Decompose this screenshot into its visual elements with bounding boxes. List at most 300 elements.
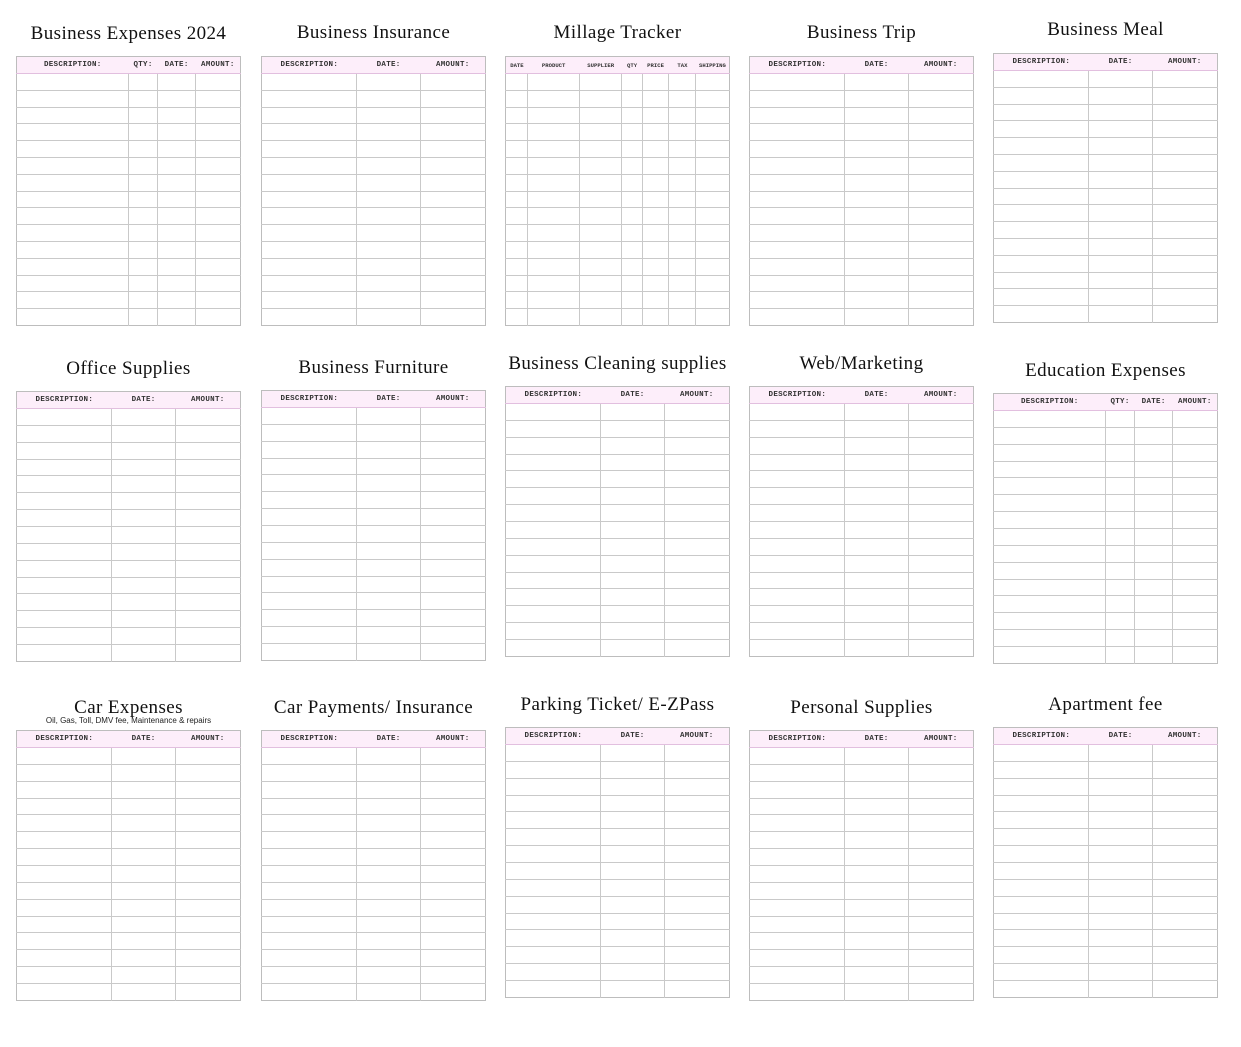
entry-cell[interactable]	[642, 107, 669, 124]
entry-cell[interactable]	[696, 174, 730, 191]
entry-cell[interactable]	[357, 950, 421, 967]
entry-cell[interactable]	[506, 640, 601, 657]
entry-cell[interactable]	[262, 764, 357, 781]
entry-cell[interactable]	[909, 815, 974, 832]
entry-cell[interactable]	[750, 90, 845, 107]
entry-cell[interactable]	[158, 309, 196, 326]
entry-cell[interactable]	[994, 930, 1089, 947]
entry-cell[interactable]	[1153, 222, 1218, 239]
entry-cell[interactable]	[506, 157, 528, 174]
entry-cell[interactable]	[994, 964, 1089, 981]
entry-cell[interactable]	[176, 577, 241, 594]
entry-cell[interactable]	[357, 933, 421, 950]
entry-cell[interactable]	[506, 829, 601, 846]
entry-cell[interactable]	[1135, 411, 1173, 428]
entry-cell[interactable]	[176, 815, 241, 832]
entry-cell[interactable]	[601, 420, 665, 437]
entry-cell[interactable]	[262, 408, 357, 425]
entry-cell[interactable]	[845, 781, 909, 798]
entry-cell[interactable]	[845, 292, 909, 309]
entry-cell[interactable]	[845, 538, 909, 555]
entry-cell[interactable]	[1153, 947, 1218, 964]
entry-cell[interactable]	[17, 157, 129, 174]
entry-cell[interactable]	[665, 846, 730, 863]
entry-cell[interactable]	[176, 628, 241, 645]
entry-cell[interactable]	[845, 882, 909, 899]
entry-cell[interactable]	[421, 107, 486, 124]
entry-cell[interactable]	[622, 74, 642, 91]
entry-cell[interactable]	[17, 882, 112, 899]
entry-cell[interactable]	[994, 829, 1089, 846]
entry-cell[interactable]	[579, 275, 622, 292]
entry-cell[interactable]	[1153, 795, 1218, 812]
entry-cell[interactable]	[665, 913, 730, 930]
entry-cell[interactable]	[158, 275, 196, 292]
entry-cell[interactable]	[665, 829, 730, 846]
entry-cell[interactable]	[158, 74, 196, 91]
entry-cell[interactable]	[750, 899, 845, 916]
entry-cell[interactable]	[262, 849, 357, 866]
entry-cell[interactable]	[357, 174, 421, 191]
entry-cell[interactable]	[750, 74, 845, 91]
entry-cell[interactable]	[421, 458, 486, 475]
entry-cell[interactable]	[642, 124, 669, 141]
entry-cell[interactable]	[750, 107, 845, 124]
entry-cell[interactable]	[506, 488, 601, 505]
entry-cell[interactable]	[262, 627, 357, 644]
entry-cell[interactable]	[622, 309, 642, 326]
entry-cell[interactable]	[994, 846, 1089, 863]
entry-cell[interactable]	[669, 107, 696, 124]
entry-cell[interactable]	[642, 74, 669, 91]
entry-cell[interactable]	[1173, 444, 1218, 461]
entry-cell[interactable]	[994, 529, 1106, 546]
entry-cell[interactable]	[112, 476, 176, 493]
entry-cell[interactable]	[506, 778, 601, 795]
entry-cell[interactable]	[750, 589, 845, 606]
entry-cell[interactable]	[262, 899, 357, 916]
entry-cell[interactable]	[669, 292, 696, 309]
entry-cell[interactable]	[1089, 205, 1153, 222]
entry-cell[interactable]	[506, 947, 601, 964]
entry-cell[interactable]	[669, 309, 696, 326]
entry-cell[interactable]	[696, 309, 730, 326]
entry-cell[interactable]	[262, 208, 357, 225]
entry-cell[interactable]	[601, 404, 665, 421]
entry-cell[interactable]	[357, 275, 421, 292]
entry-cell[interactable]	[129, 309, 158, 326]
entry-cell[interactable]	[357, 748, 421, 765]
entry-cell[interactable]	[845, 90, 909, 107]
entry-cell[interactable]	[909, 781, 974, 798]
entry-cell[interactable]	[601, 471, 665, 488]
entry-cell[interactable]	[601, 761, 665, 778]
entry-cell[interactable]	[994, 289, 1089, 306]
entry-cell[interactable]	[750, 309, 845, 326]
entry-cell[interactable]	[506, 292, 528, 309]
entry-cell[interactable]	[994, 596, 1106, 613]
entry-cell[interactable]	[17, 866, 112, 883]
entry-cell[interactable]	[1153, 188, 1218, 205]
entry-cell[interactable]	[665, 778, 730, 795]
entry-cell[interactable]	[642, 208, 669, 225]
entry-cell[interactable]	[1135, 596, 1173, 613]
entry-cell[interactable]	[129, 292, 158, 309]
entry-cell[interactable]	[506, 606, 601, 623]
entry-cell[interactable]	[357, 309, 421, 326]
entry-cell[interactable]	[17, 594, 112, 611]
entry-cell[interactable]	[262, 124, 357, 141]
entry-cell[interactable]	[506, 454, 601, 471]
entry-cell[interactable]	[196, 258, 241, 275]
entry-cell[interactable]	[112, 409, 176, 426]
entry-cell[interactable]	[421, 798, 486, 815]
entry-cell[interactable]	[176, 764, 241, 781]
entry-cell[interactable]	[196, 174, 241, 191]
entry-cell[interactable]	[1153, 154, 1218, 171]
entry-cell[interactable]	[262, 781, 357, 798]
entry-cell[interactable]	[696, 275, 730, 292]
entry-cell[interactable]	[845, 454, 909, 471]
entry-cell[interactable]	[176, 409, 241, 426]
entry-cell[interactable]	[1089, 930, 1153, 947]
entry-cell[interactable]	[1153, 930, 1218, 947]
entry-cell[interactable]	[506, 258, 528, 275]
entry-cell[interactable]	[158, 141, 196, 158]
entry-cell[interactable]	[1089, 104, 1153, 121]
entry-cell[interactable]	[642, 225, 669, 242]
entry-cell[interactable]	[528, 241, 580, 258]
entry-cell[interactable]	[750, 950, 845, 967]
entry-cell[interactable]	[845, 258, 909, 275]
entry-cell[interactable]	[750, 522, 845, 539]
entry-cell[interactable]	[750, 225, 845, 242]
entry-cell[interactable]	[506, 174, 528, 191]
entry-cell[interactable]	[1173, 461, 1218, 478]
entry-cell[interactable]	[421, 559, 486, 576]
entry-cell[interactable]	[669, 241, 696, 258]
entry-cell[interactable]	[909, 90, 974, 107]
entry-cell[interactable]	[17, 191, 129, 208]
entry-cell[interactable]	[1153, 761, 1218, 778]
entry-cell[interactable]	[262, 984, 357, 1001]
entry-cell[interactable]	[528, 258, 580, 275]
entry-cell[interactable]	[196, 141, 241, 158]
entry-cell[interactable]	[421, 916, 486, 933]
entry-cell[interactable]	[528, 292, 580, 309]
entry-cell[interactable]	[909, 208, 974, 225]
entry-cell[interactable]	[909, 916, 974, 933]
entry-cell[interactable]	[421, 90, 486, 107]
entry-cell[interactable]	[750, 606, 845, 623]
entry-cell[interactable]	[176, 510, 241, 527]
entry-cell[interactable]	[357, 526, 421, 543]
entry-cell[interactable]	[845, 107, 909, 124]
entry-cell[interactable]	[421, 899, 486, 916]
entry-cell[interactable]	[622, 225, 642, 242]
entry-cell[interactable]	[1089, 896, 1153, 913]
entry-cell[interactable]	[1106, 545, 1135, 562]
entry-cell[interactable]	[909, 589, 974, 606]
entry-cell[interactable]	[642, 258, 669, 275]
entry-cell[interactable]	[750, 572, 845, 589]
entry-cell[interactable]	[421, 292, 486, 309]
entry-cell[interactable]	[112, 527, 176, 544]
entry-cell[interactable]	[1135, 461, 1173, 478]
entry-cell[interactable]	[1173, 562, 1218, 579]
entry-cell[interactable]	[1135, 427, 1173, 444]
entry-cell[interactable]	[909, 899, 974, 916]
entry-cell[interactable]	[750, 866, 845, 883]
entry-cell[interactable]	[112, 984, 176, 1001]
entry-cell[interactable]	[994, 272, 1089, 289]
entry-cell[interactable]	[357, 781, 421, 798]
entry-cell[interactable]	[357, 408, 421, 425]
entry-cell[interactable]	[994, 562, 1106, 579]
entry-cell[interactable]	[1135, 630, 1173, 647]
entry-cell[interactable]	[1106, 647, 1135, 664]
entry-cell[interactable]	[1089, 812, 1153, 829]
entry-cell[interactable]	[909, 488, 974, 505]
entry-cell[interactable]	[262, 916, 357, 933]
entry-cell[interactable]	[601, 896, 665, 913]
entry-cell[interactable]	[129, 241, 158, 258]
entry-cell[interactable]	[1089, 846, 1153, 863]
entry-cell[interactable]	[1089, 964, 1153, 981]
entry-cell[interactable]	[112, 594, 176, 611]
entry-cell[interactable]	[994, 188, 1089, 205]
entry-cell[interactable]	[129, 191, 158, 208]
entry-cell[interactable]	[845, 984, 909, 1001]
entry-cell[interactable]	[262, 509, 357, 526]
entry-cell[interactable]	[750, 623, 845, 640]
entry-cell[interactable]	[622, 90, 642, 107]
entry-cell[interactable]	[601, 778, 665, 795]
entry-cell[interactable]	[196, 124, 241, 141]
entry-cell[interactable]	[750, 275, 845, 292]
entry-cell[interactable]	[909, 241, 974, 258]
entry-cell[interactable]	[506, 404, 601, 421]
entry-cell[interactable]	[506, 90, 528, 107]
entry-cell[interactable]	[845, 505, 909, 522]
entry-cell[interactable]	[112, 798, 176, 815]
entry-cell[interactable]	[17, 764, 112, 781]
entry-cell[interactable]	[17, 225, 129, 242]
entry-cell[interactable]	[421, 208, 486, 225]
entry-cell[interactable]	[17, 967, 112, 984]
entry-cell[interactable]	[845, 589, 909, 606]
entry-cell[interactable]	[601, 538, 665, 555]
entry-cell[interactable]	[750, 157, 845, 174]
entry-cell[interactable]	[665, 522, 730, 539]
entry-cell[interactable]	[579, 225, 622, 242]
entry-cell[interactable]	[1089, 745, 1153, 762]
entry-cell[interactable]	[845, 798, 909, 815]
entry-cell[interactable]	[357, 559, 421, 576]
entry-cell[interactable]	[1173, 613, 1218, 630]
entry-cell[interactable]	[994, 495, 1106, 512]
entry-cell[interactable]	[622, 141, 642, 158]
entry-cell[interactable]	[421, 191, 486, 208]
entry-cell[interactable]	[196, 90, 241, 107]
entry-cell[interactable]	[909, 309, 974, 326]
entry-cell[interactable]	[262, 275, 357, 292]
entry-cell[interactable]	[421, 984, 486, 1001]
entry-cell[interactable]	[1089, 154, 1153, 171]
entry-cell[interactable]	[845, 623, 909, 640]
entry-cell[interactable]	[669, 258, 696, 275]
entry-cell[interactable]	[129, 124, 158, 141]
entry-cell[interactable]	[994, 71, 1089, 88]
entry-cell[interactable]	[909, 866, 974, 883]
entry-cell[interactable]	[909, 984, 974, 1001]
entry-cell[interactable]	[601, 623, 665, 640]
entry-cell[interactable]	[506, 981, 601, 998]
entry-cell[interactable]	[129, 225, 158, 242]
entry-cell[interactable]	[845, 471, 909, 488]
entry-cell[interactable]	[1106, 461, 1135, 478]
entry-cell[interactable]	[1135, 495, 1173, 512]
entry-cell[interactable]	[1089, 188, 1153, 205]
entry-cell[interactable]	[994, 255, 1089, 272]
entry-cell[interactable]	[1089, 71, 1153, 88]
entry-cell[interactable]	[1173, 630, 1218, 647]
entry-cell[interactable]	[506, 74, 528, 91]
entry-cell[interactable]	[262, 610, 357, 627]
entry-cell[interactable]	[601, 846, 665, 863]
entry-cell[interactable]	[17, 425, 112, 442]
entry-cell[interactable]	[750, 815, 845, 832]
entry-cell[interactable]	[17, 74, 129, 91]
entry-cell[interactable]	[112, 832, 176, 849]
entry-cell[interactable]	[1153, 846, 1218, 863]
entry-cell[interactable]	[506, 538, 601, 555]
entry-cell[interactable]	[665, 640, 730, 657]
entry-cell[interactable]	[642, 141, 669, 158]
entry-cell[interactable]	[1173, 512, 1218, 529]
entry-cell[interactable]	[994, 238, 1089, 255]
entry-cell[interactable]	[622, 124, 642, 141]
entry-cell[interactable]	[1106, 411, 1135, 428]
entry-cell[interactable]	[845, 241, 909, 258]
entry-cell[interactable]	[17, 849, 112, 866]
entry-cell[interactable]	[909, 191, 974, 208]
entry-cell[interactable]	[1153, 306, 1218, 323]
entry-cell[interactable]	[421, 275, 486, 292]
entry-cell[interactable]	[421, 509, 486, 526]
entry-cell[interactable]	[1153, 863, 1218, 880]
entry-cell[interactable]	[601, 488, 665, 505]
entry-cell[interactable]	[176, 832, 241, 849]
entry-cell[interactable]	[506, 471, 601, 488]
entry-cell[interactable]	[158, 174, 196, 191]
entry-cell[interactable]	[176, 476, 241, 493]
entry-cell[interactable]	[845, 404, 909, 421]
entry-cell[interactable]	[129, 174, 158, 191]
entry-cell[interactable]	[994, 478, 1106, 495]
entry-cell[interactable]	[909, 141, 974, 158]
entry-cell[interactable]	[262, 191, 357, 208]
entry-cell[interactable]	[17, 611, 112, 628]
entry-cell[interactable]	[994, 913, 1089, 930]
entry-cell[interactable]	[262, 644, 357, 661]
entry-cell[interactable]	[601, 745, 665, 762]
entry-cell[interactable]	[665, 623, 730, 640]
entry-cell[interactable]	[696, 74, 730, 91]
entry-cell[interactable]	[669, 141, 696, 158]
entry-cell[interactable]	[176, 967, 241, 984]
entry-cell[interactable]	[1153, 289, 1218, 306]
entry-cell[interactable]	[112, 611, 176, 628]
entry-cell[interactable]	[1153, 981, 1218, 998]
entry-cell[interactable]	[506, 241, 528, 258]
entry-cell[interactable]	[909, 420, 974, 437]
entry-cell[interactable]	[158, 225, 196, 242]
entry-cell[interactable]	[421, 933, 486, 950]
entry-cell[interactable]	[669, 174, 696, 191]
entry-cell[interactable]	[994, 761, 1089, 778]
entry-cell[interactable]	[129, 208, 158, 225]
entry-cell[interactable]	[17, 275, 129, 292]
entry-cell[interactable]	[994, 205, 1089, 222]
entry-cell[interactable]	[158, 241, 196, 258]
entry-cell[interactable]	[642, 292, 669, 309]
entry-cell[interactable]	[17, 798, 112, 815]
entry-cell[interactable]	[994, 306, 1089, 323]
entry-cell[interactable]	[17, 141, 129, 158]
entry-cell[interactable]	[262, 90, 357, 107]
entry-cell[interactable]	[17, 950, 112, 967]
entry-cell[interactable]	[421, 815, 486, 832]
entry-cell[interactable]	[262, 458, 357, 475]
entry-cell[interactable]	[1153, 913, 1218, 930]
entry-cell[interactable]	[357, 241, 421, 258]
entry-cell[interactable]	[909, 748, 974, 765]
entry-cell[interactable]	[750, 916, 845, 933]
entry-cell[interactable]	[112, 899, 176, 916]
entry-cell[interactable]	[669, 275, 696, 292]
entry-cell[interactable]	[421, 576, 486, 593]
entry-cell[interactable]	[17, 527, 112, 544]
entry-cell[interactable]	[176, 798, 241, 815]
entry-cell[interactable]	[158, 208, 196, 225]
entry-cell[interactable]	[262, 157, 357, 174]
entry-cell[interactable]	[1135, 613, 1173, 630]
entry-cell[interactable]	[1106, 596, 1135, 613]
entry-cell[interactable]	[622, 292, 642, 309]
entry-cell[interactable]	[696, 157, 730, 174]
entry-cell[interactable]	[262, 593, 357, 610]
entry-cell[interactable]	[528, 141, 580, 158]
entry-cell[interactable]	[909, 437, 974, 454]
entry-cell[interactable]	[750, 141, 845, 158]
entry-cell[interactable]	[17, 241, 129, 258]
entry-cell[interactable]	[421, 124, 486, 141]
entry-cell[interactable]	[421, 882, 486, 899]
entry-cell[interactable]	[129, 258, 158, 275]
entry-cell[interactable]	[845, 141, 909, 158]
entry-cell[interactable]	[579, 124, 622, 141]
entry-cell[interactable]	[579, 157, 622, 174]
entry-cell[interactable]	[1153, 238, 1218, 255]
entry-cell[interactable]	[845, 157, 909, 174]
entry-cell[interactable]	[665, 761, 730, 778]
entry-cell[interactable]	[750, 191, 845, 208]
entry-cell[interactable]	[421, 593, 486, 610]
entry-cell[interactable]	[506, 522, 601, 539]
entry-cell[interactable]	[665, 863, 730, 880]
entry-cell[interactable]	[1153, 829, 1218, 846]
